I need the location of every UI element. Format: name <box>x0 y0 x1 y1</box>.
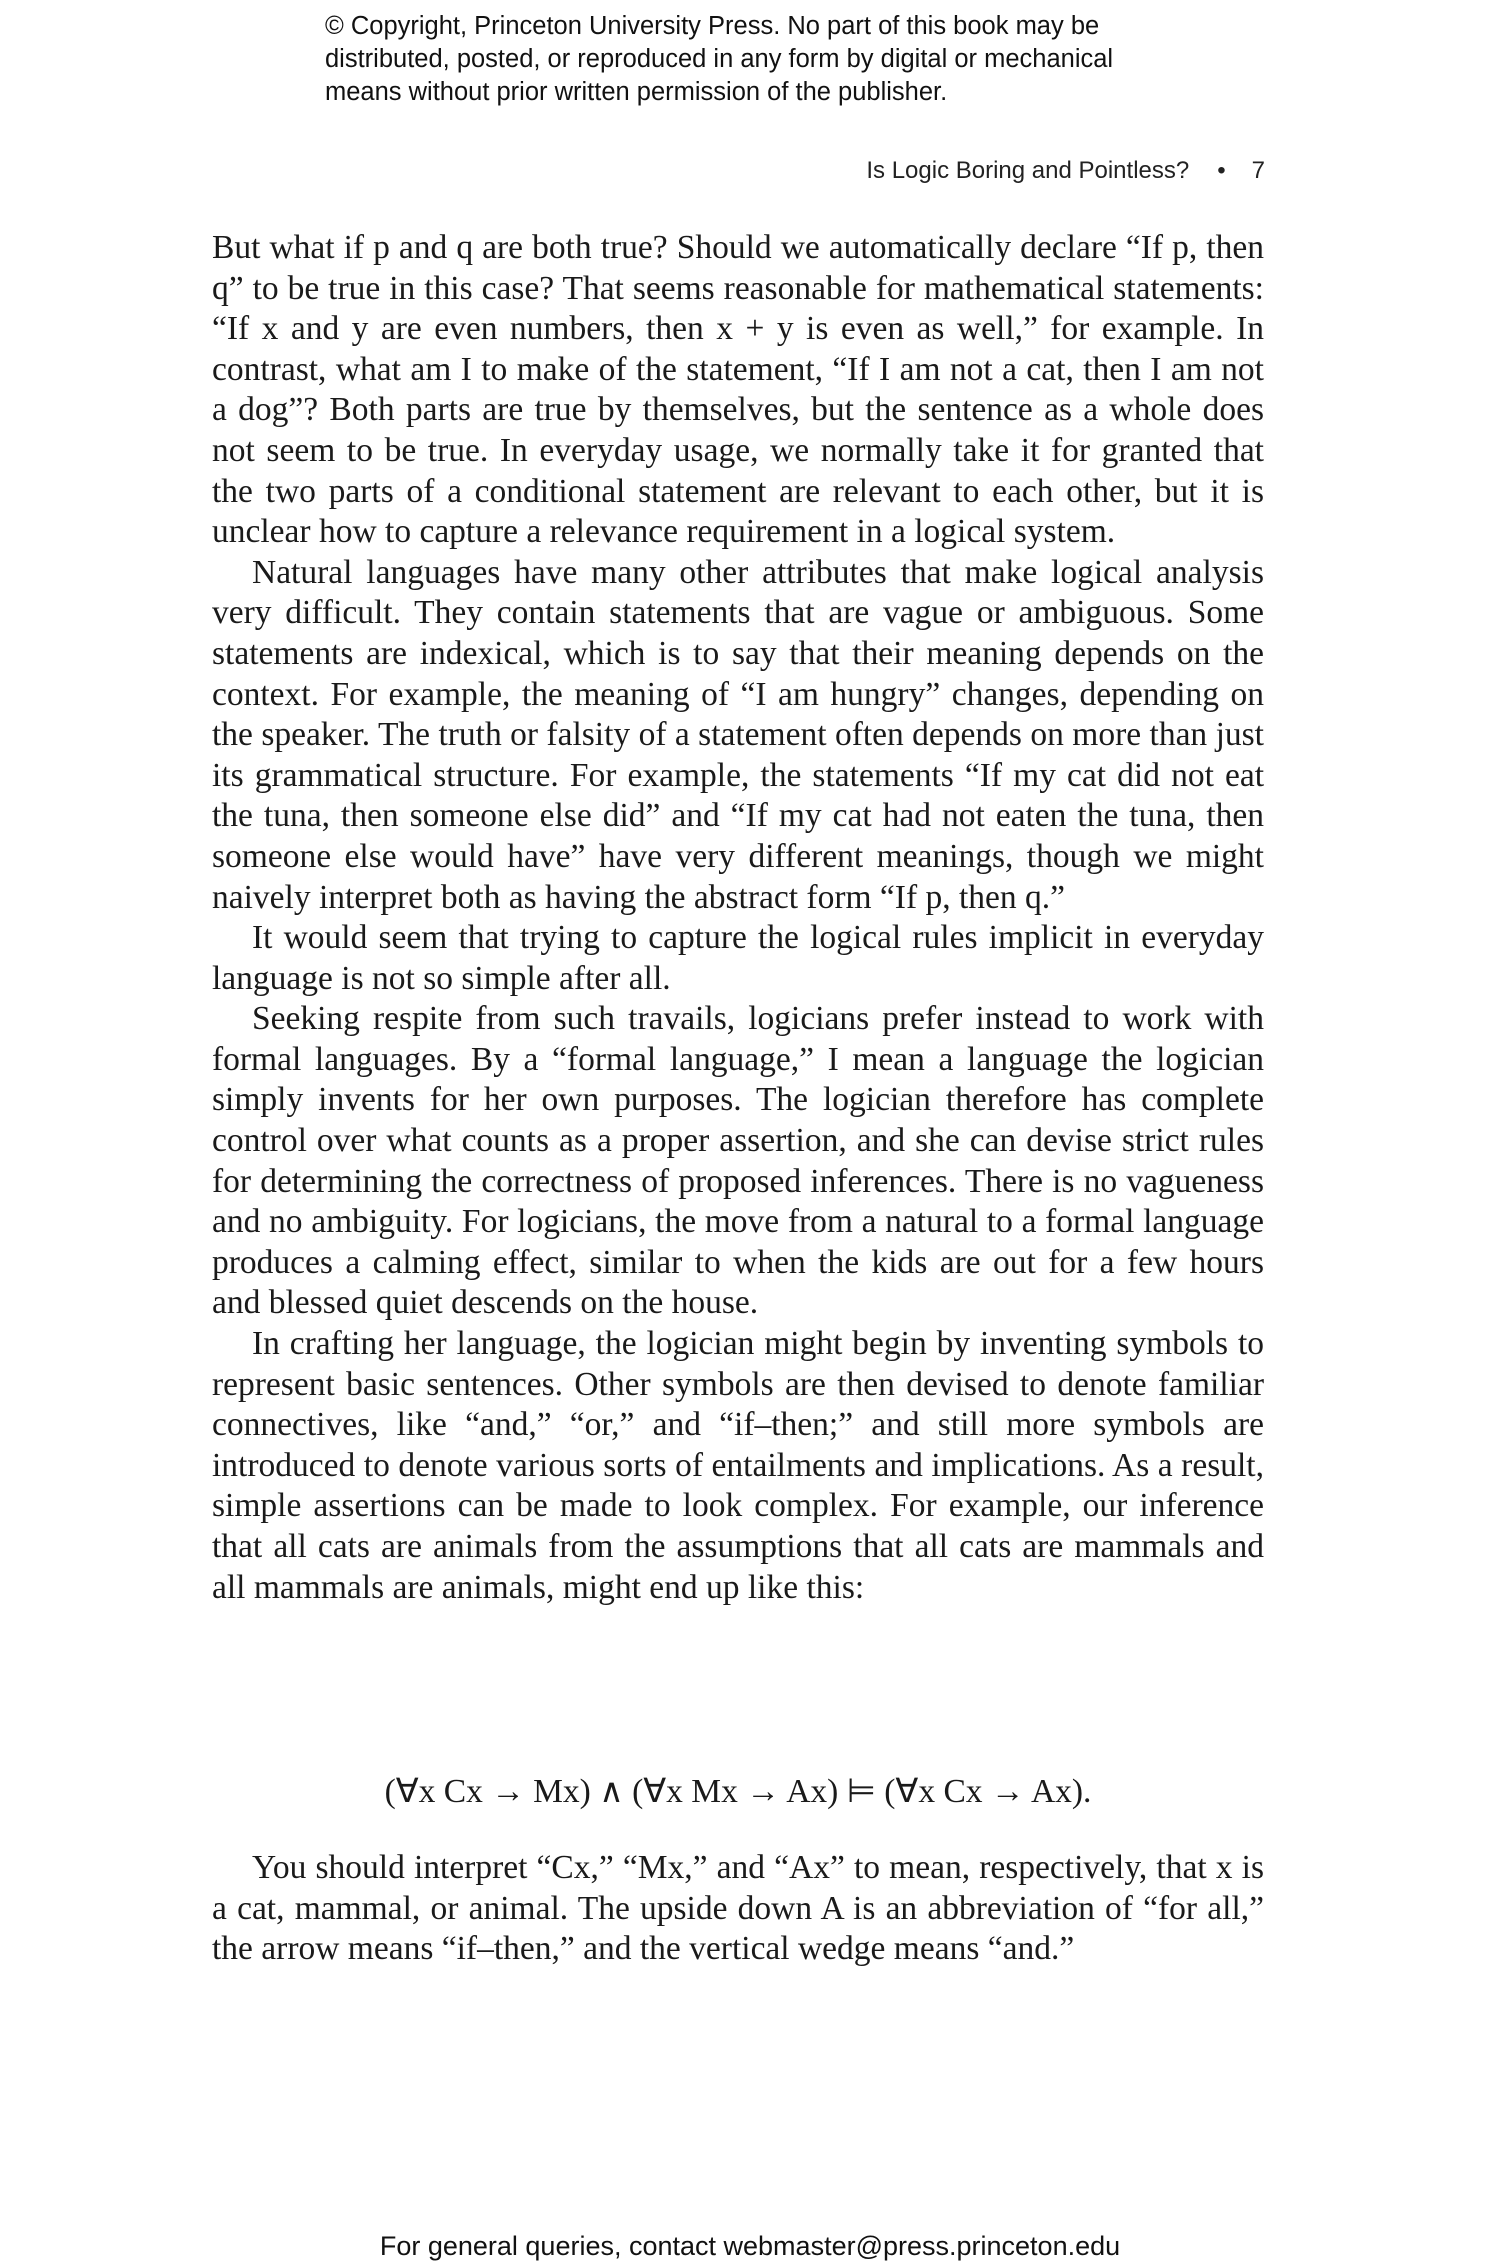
running-head <box>640 156 1265 186</box>
copyright-notice <box>325 10 1225 109</box>
paragraph-5: In crafting her language, the logician might begin by inventing symbols to represent basic sentences. Other symbols are then devised to denote familiar connectives, like “and,” “or,” and “if–then;” and still more symbols are introduced to denote various sorts of entailments and implications. As a result, simple assertions can be made to look complex. For example, our inference that all cats are animals from the assumptions that all cats are mammals and all mammals are animals, might end up like this: <box>212 1325 1264 1606</box>
copyright-line-1: © Copyright, Princeton University Press. No part of this book may be <box>325 12 1100 40</box>
paragraph-3: It would seem that trying to capture the logical rules implicit in everyday language is not so simple after all. <box>212 919 1264 997</box>
paragraph-4: Seeking respite from such travails, logicians prefer instead to work with formal languages. By a “formal language,” I mean a language the logician simply invents for her own purposes. The logician therefore has complete control over what counts as a proper assertion, and she can devise strict rules for determining the correctness of proposed inferences. There is no vagueness and no ambiguity. For logicians, the move from a natural to a formal language produces a calming effect, similar to when the kids are out for a few hours and blessed quiet descends on the house. <box>212 1000 1264 1322</box>
copyright-line-3: means without prior written permission of the publisher. <box>325 78 948 106</box>
paragraph-2: Natural languages have many other attributes that make logical analysis very difficult. They contain statements that are vague or ambiguous. Some statements are indexical, which is to say that their meaning depends on the context. For example, the meaning of “I am hungry” changes, depending on the speaker. The truth or falsity of a statement often depends on more than just its grammatical structure. For example, the statements “If my cat did not eat the tuna, then someone else did” and “If my cat had not eaten the tuna, then someone else would have” have very different meanings, though we might naively interpret both as having the abstract form “If p, then q.” <box>212 553 1264 916</box>
bullet-separator: • <box>1217 157 1226 184</box>
paragraph-1: But what if p and q are both true? Should we automatically declare “If p, then q” to be true in this case? That seems reasonable for mathematical statements: “If x and y are even numbers, then x + y is even as well,” for example. In contrast, what am I to make of the statement, “If I am not a cat, then I am not a dog”? Both parts are true by themselves, but the sentence as a whole does not seem to be true. In everyday usage, we normally take it for granted that the two parts of a conditional statement are relevant to each other, but it is unclear how to capture a relevance requirement in a logical system. <box>212 229 1264 551</box>
footer-contact: For general queries, contact webmaster@press.princeton.edu <box>379 2231 1121 2261</box>
logic-formula: (∀x Cx → Mx) ∧ (∀x Mx → Ax) ⊨ (∀x Cx → Ax). <box>384 1773 1092 1810</box>
closing-paragraph: You should interpret “Cx,” “Mx,” and “Ax” to mean, respectively, that x is a cat, mammal, or animal. The upside down A is an abbreviation of “for all,” the arrow means “if–then,” and the vertical wedge means “and.” <box>212 1849 1264 1968</box>
chapter-title: Is Logic Boring and Pointless? <box>866 157 1190 184</box>
page-number: 7 <box>1251 157 1265 184</box>
body-text <box>212 228 1264 1608</box>
body-text-continued <box>212 1848 1264 1970</box>
copyright-line-2: distributed, posted, or reproduced in any form by digital or mechanical <box>325 45 1114 73</box>
